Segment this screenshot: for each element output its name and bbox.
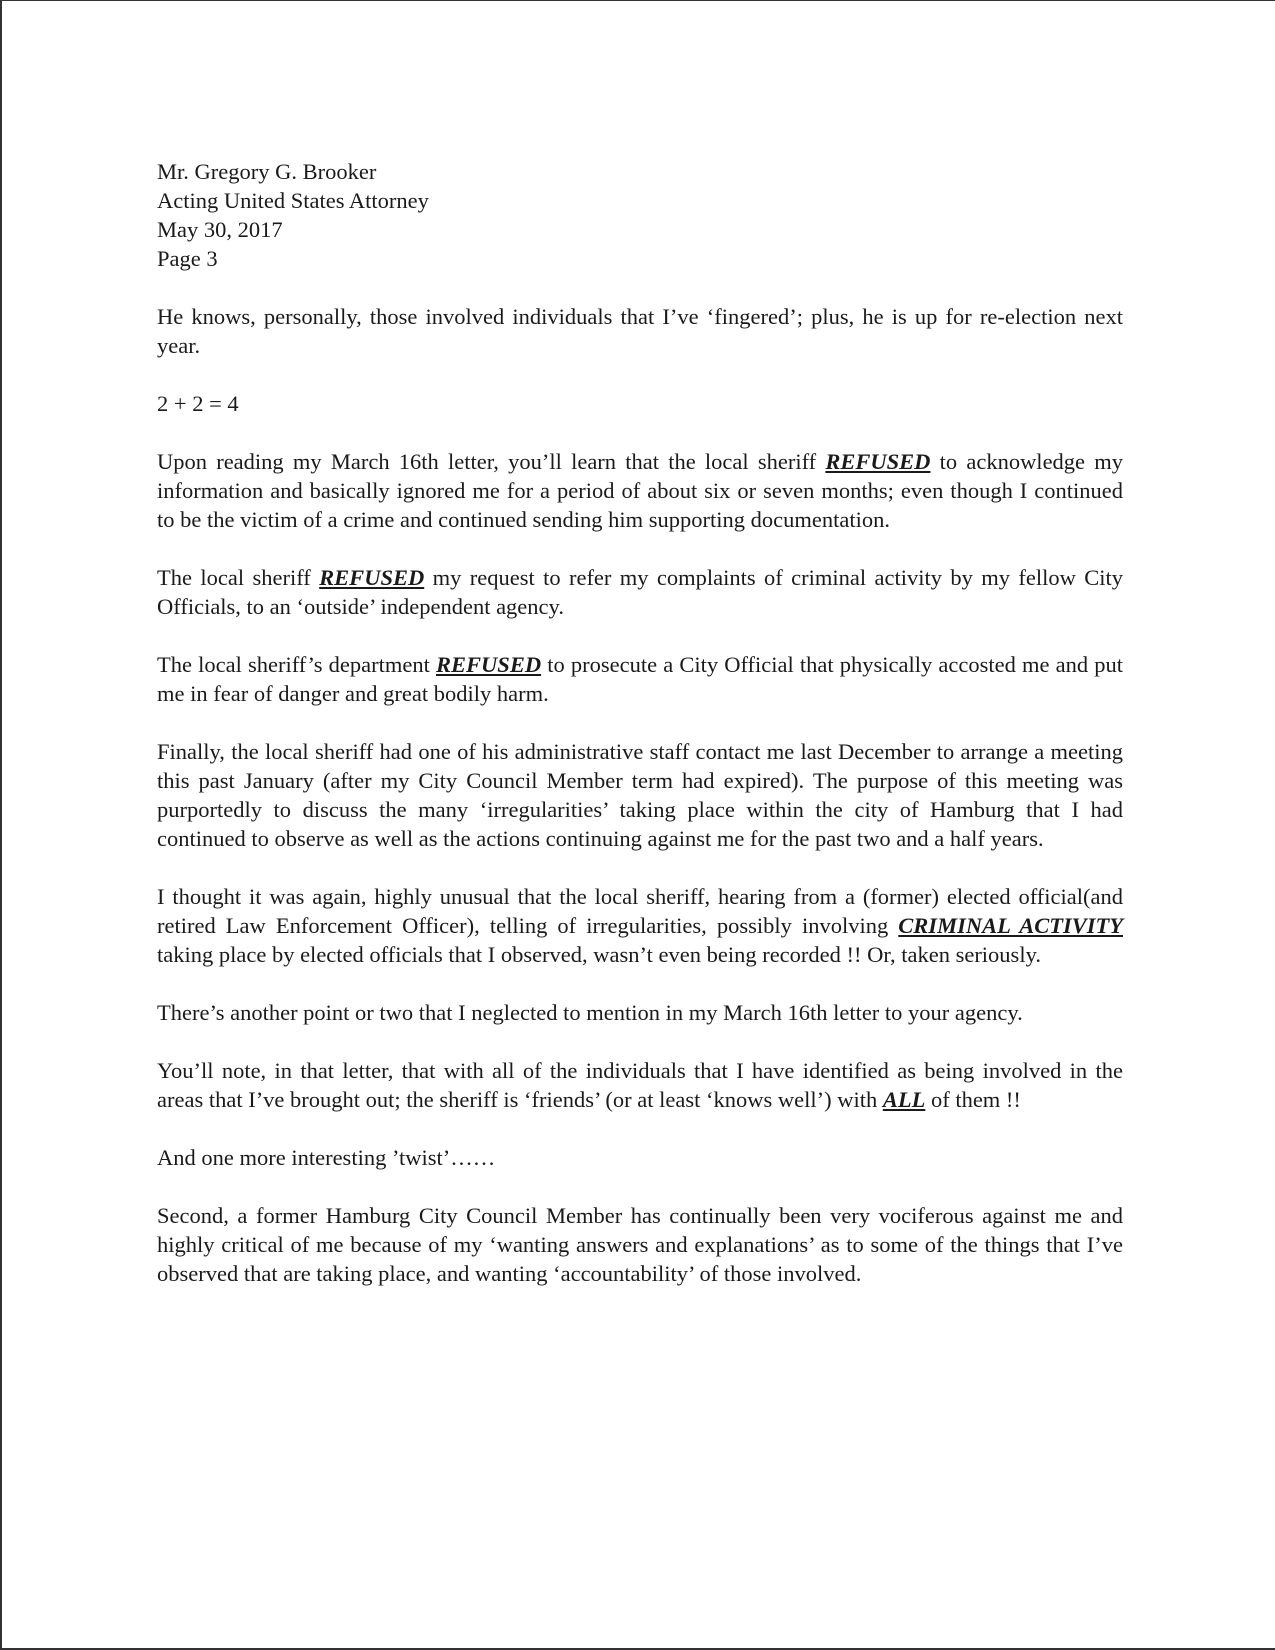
paragraph-1: He knows, personally, those involved individuals that I’ve ‘fingered’; plus, he is up for re-election next year. bbox=[157, 304, 1123, 358]
emphasis-refused: REFUSED bbox=[825, 449, 931, 474]
paragraph-9-text-b: of them !! bbox=[925, 1087, 1021, 1112]
recipient-title: Acting United States Attorney bbox=[157, 188, 429, 213]
paragraph-10: And one more interesting ’twist’…… bbox=[157, 1145, 496, 1170]
paragraph-3-text-a: Upon reading my March 16th letter, you’ll learn that the local sheriff bbox=[157, 449, 826, 474]
emphasis-all: ALL bbox=[882, 1087, 926, 1112]
paragraph-7-text-b: taking place by elected officials that I observed, wasn’t even being recorded !! Or, taken seriously. bbox=[157, 942, 1041, 967]
paragraph-7 bbox=[157, 882, 1123, 969]
emphasis-criminal-activity: CRIMINAL ACTIVITY bbox=[898, 913, 1123, 938]
paragraph-5-text-b: to prosecute a City Official that physically accosted me and put me in fear of danger and great bodily harm. bbox=[157, 652, 1123, 706]
paragraph-4 bbox=[157, 563, 1123, 621]
paragraph-5-text-a: The local sheriff’s department bbox=[157, 652, 437, 677]
paragraph-11: Second, a former Hamburg City Council Member has continually been very vociferous against me and highly critical of me because of my ‘wanting answers and explanations’ as to some of the things that I’ve observed that are taking place, and wanting ‘accountability’ of those involved. bbox=[157, 1203, 1123, 1286]
letter-header bbox=[157, 157, 1123, 273]
emphasis-refused: REFUSED bbox=[319, 565, 425, 590]
paragraph-3 bbox=[157, 447, 1123, 534]
paragraph-8: There’s another point or two that I neglected to mention in my March 16th letter to your agency. bbox=[157, 1000, 1023, 1025]
letter-body bbox=[157, 157, 1123, 1317]
paragraph-7-text-a: I thought it was again, highly unusual that the local sheriff, hearing from a (former) elected official(and retired Law Enforcement Officer), telling of irregularities, possibly involving bbox=[157, 884, 1123, 938]
paragraph-9-text-a: You’ll note, in that letter, that with all of the individuals that I have identified as being involved in the areas that I’ve brought out; the sheriff is ‘friends’ (or at least ‘knows well’) with bbox=[157, 1058, 1123, 1112]
page-number: Page 3 bbox=[157, 246, 218, 271]
emphasis-refused: REFUSED bbox=[436, 652, 542, 677]
paragraph-4-text-a: The local sheriff bbox=[157, 565, 320, 590]
paragraph-5 bbox=[157, 650, 1123, 708]
paragraph-equation: 2 + 2 = 4 bbox=[157, 391, 239, 416]
paragraph-3-text-b: to acknowledge my information and basically ignored me for a period of about six or seven months; even though I continued to be the victim of a crime and continued sending him supporting documentation. bbox=[157, 449, 1123, 532]
letter-date: May 30, 2017 bbox=[157, 217, 283, 242]
paragraph-4-text-b: my request to refer my complaints of criminal activity by my fellow City Officials, to an ‘outside’ independent agency. bbox=[157, 565, 1123, 619]
recipient-name: Mr. Gregory G. Brooker bbox=[157, 159, 377, 184]
paragraph-6: Finally, the local sheriff had one of his administrative staff contact me last December to arrange a meeting this past January (after my City Council Member term had expired). The purpose of this meeting was purportedly to discuss the many ‘irregularities’ taking place within the city of Hamburg that I had continued to observe as well as the actions continuing against me for the past two and a half years. bbox=[157, 739, 1123, 851]
paragraph-9 bbox=[157, 1056, 1123, 1114]
